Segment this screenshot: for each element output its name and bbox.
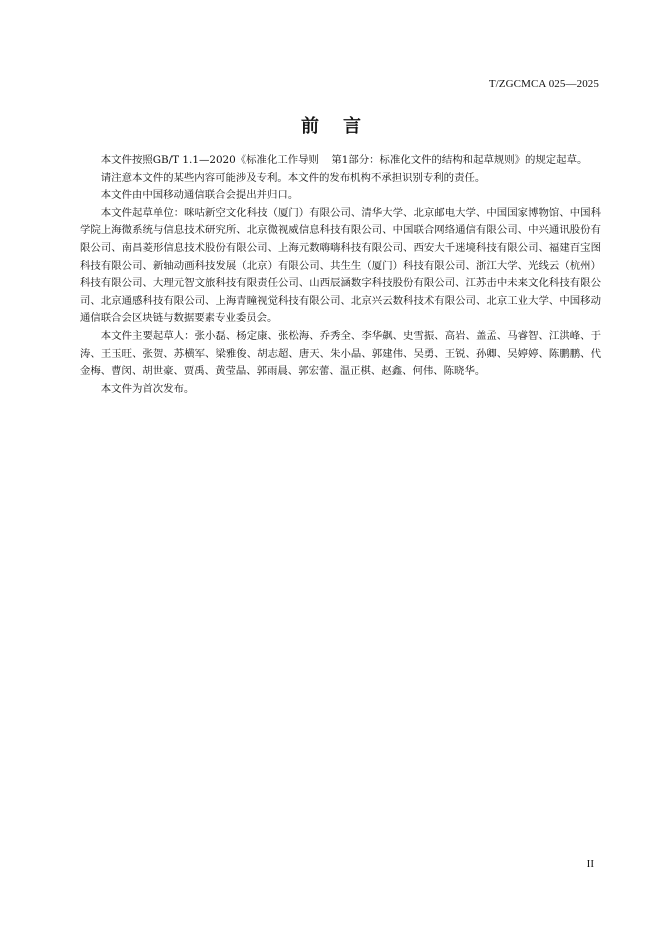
document-body [80,152,601,398]
standard-basis-text-part2: 第1部分：标准化文件的结构和起草规则》的规定起草。 [331,154,588,166]
document-code: T/ZGCMCA 025—2025 [488,78,599,90]
standard-basis-paragraph [80,152,601,170]
drafting-units-paragraph: 本文件起草单位：咪咕新空文化科技（厦门）有限公司、清华大学、北京邮电大学、中国国家博物馆、中国科学院上海微系统与信息技术研究所、北京微视威信息科技有限公司、中国联合网络通信有限公司、中兴通讯股份有限公司、南昌菱形信息技术股份有限公司、上海元数嗨嗨科技有限公司、西安大千迷境科技有限公司、福建百宝图科技有限公司、新轴动画科技发展（北京）有限公司、共生生（厦门）科技有限公司、浙江大学、光线云（杭州）科技有限公司、大理元智文旅科技有限责任公司、山西辰涵数字科技股份有限公司、江苏击中未来文化科技有限公司、北京通感科技有限公司、上海青瞳视觉科技有限公司、北京兴云数科技术有限公司、北京工业大学、中国移动通信联合会区块链与数据要素专业委员会。 [80,206,601,325]
proposer-paragraph: 本文件由中国移动通信联合会提出并归口。 [100,189,299,202]
page-title: 前言 [301,116,385,137]
standard-basis-text-part1: 本文件按照GB/T 1.1—2020《标准化工作导则 [100,154,319,166]
patent-notice-paragraph: 请注意本文件的某些内容可能涉及专利。本文件的发布机构不承担识别专利的责任。 [100,171,486,184]
first-release-paragraph: 本文件为首次发布。 [100,382,195,395]
drafters-paragraph: 本文件主要起草人：张小磊、杨定康、张松海、乔秀全、李华飙、史雪振、高岩、盖孟、马睿智、江洪峰、于涛、王玉旺、张贺、苏横军、梁雅俊、胡志超、唐天、朱小晶、郭建伟、吴勇、王锐、孙卿、吴婷婷、陈鹏鹏、代金梅、曹闵、胡世豪、贾禹、黄莹晶、郭雨晨、郭宏蕾、温正棋、赵鑫、何伟、陈晓华。 [80,329,601,378]
page-number: II [586,858,594,870]
